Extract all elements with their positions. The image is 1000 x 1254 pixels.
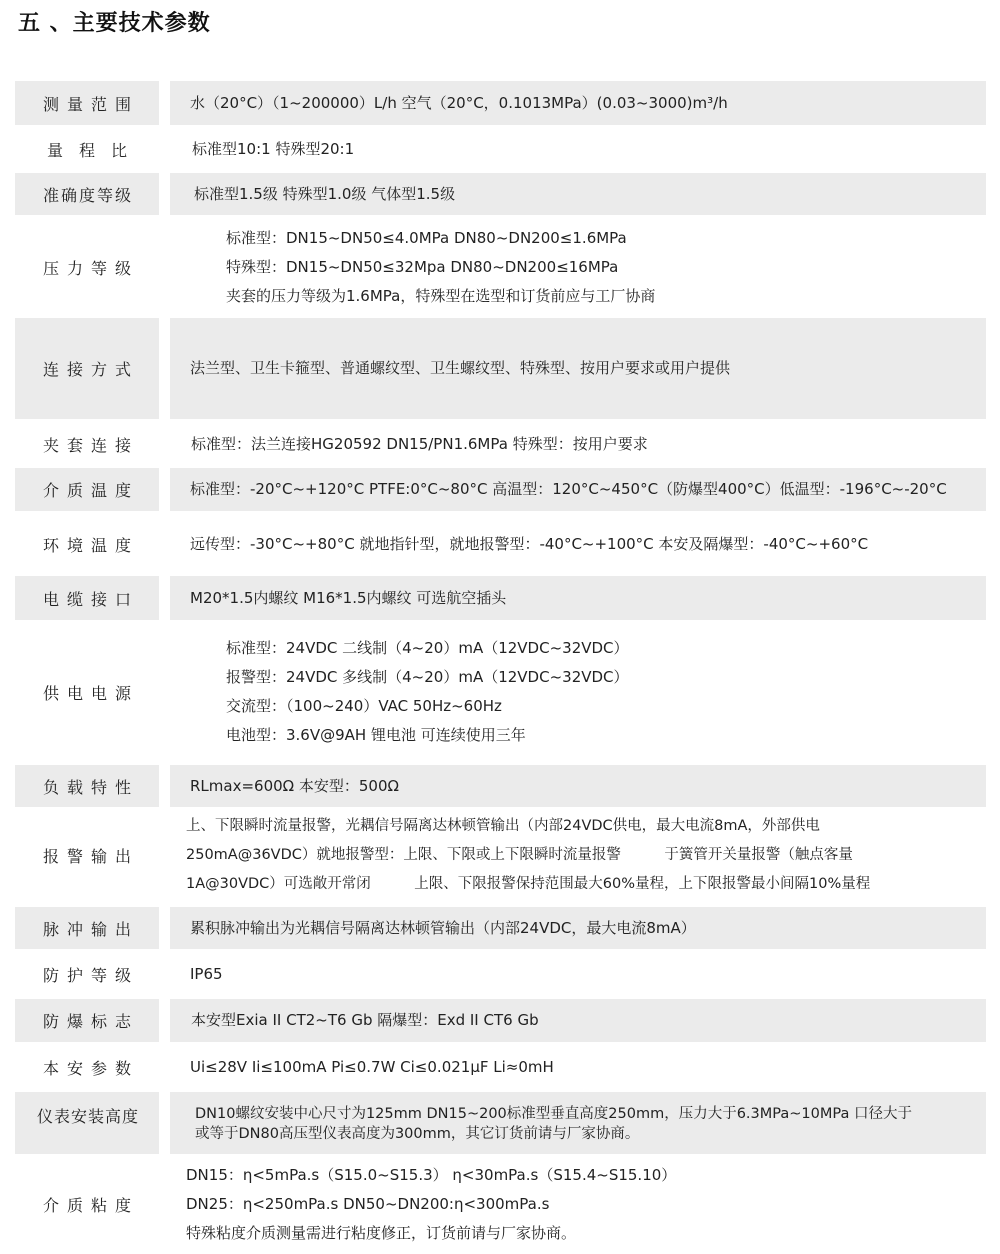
param-row-range-ratio bbox=[15, 128, 986, 170]
param-row-protection bbox=[15, 953, 986, 995]
row-value bbox=[170, 173, 986, 215]
row-label: 电缆接口 bbox=[15, 576, 159, 620]
row-label: 介质粘度 bbox=[42, 1195, 139, 1215]
param-row-power bbox=[15, 623, 986, 761]
row-value bbox=[170, 128, 986, 170]
row-label: 量 程 比 bbox=[46, 140, 127, 160]
value-line: Ui≤28V Ii≤100mA Pi≤0.7W Ci≤0.021μF Li≈0mH bbox=[190, 1057, 554, 1076]
row-value bbox=[170, 468, 986, 511]
row-label: 仪表安装高度 bbox=[15, 1092, 159, 1154]
row-value bbox=[170, 515, 986, 573]
value-line: 标准型10:1 特殊型20:1 bbox=[192, 139, 355, 158]
value-line: 1A@30VDC）可选敞开常闭 上限、下限报警保持范围最大60%量程，上下限报警最小间隔10%量程 bbox=[186, 876, 871, 892]
param-row-connection bbox=[15, 318, 986, 419]
row-value bbox=[170, 1092, 986, 1154]
row-label: 夹套连接 bbox=[42, 435, 139, 455]
row-value bbox=[170, 1046, 986, 1088]
param-row-viscosity bbox=[15, 1158, 986, 1250]
param-row-accuracy bbox=[15, 173, 986, 215]
row-label: 环境温度 bbox=[42, 535, 139, 555]
param-row-measure-range bbox=[15, 81, 986, 125]
value-line: 电池型：3.6V@9AH 锂电池 可连续使用三年 bbox=[226, 726, 526, 744]
value-line: DN15：η<5mPa.s（S15.0~S15.3） η<30mPa.s（S15.4~S15.10） bbox=[186, 1165, 677, 1184]
row-value bbox=[170, 953, 986, 995]
value-line: RLmax=600Ω 本安型：500Ω bbox=[190, 776, 399, 795]
param-row-install-height bbox=[15, 1092, 986, 1154]
value-line: 标准型：法兰连接HG20592 DN15/PN1.6MPa 特殊型：按用户要求 bbox=[191, 434, 648, 453]
row-value bbox=[170, 907, 986, 949]
value-line: DN25：η<250mPa.s DN50~DN200:η<300mPa.s bbox=[186, 1194, 550, 1213]
row-label: 供电电源 bbox=[42, 683, 139, 703]
row-label: 脉冲输出 bbox=[15, 907, 159, 949]
row-label: 本安参数 bbox=[42, 1058, 139, 1078]
value-line: M20*1.5内螺纹 M16*1.5内螺纹 可选航空插头 bbox=[190, 588, 507, 607]
value-line: 标准型：24VDC 二线制（4~20）mA（12VDC~32VDC） bbox=[226, 639, 629, 657]
value-line: 特殊粘度介质测量需进行粘度修正，订货前请与厂家协商。 bbox=[186, 1223, 577, 1242]
value-line: 远传型：-30°C~+80°C 就地指针型，就地报警型：-40°C~+100°C 本安及隔爆型：-40°C~+60°C bbox=[190, 534, 869, 553]
value-line: 标准型1.5级 特殊型1.0级 气体型1.5级 bbox=[194, 184, 456, 203]
row-label: 测量范围 bbox=[15, 81, 159, 125]
value-line: 本安型Exia II CT2~T6 Gb 隔爆型：Exd II CT6 Gb bbox=[191, 1011, 539, 1029]
row-value bbox=[170, 999, 986, 1042]
section-title: 五 、主要技术参数 bbox=[18, 11, 211, 36]
value-line: IP65 bbox=[190, 964, 223, 983]
row-value bbox=[170, 623, 986, 761]
value-line: 水（20°C）（1~200000）L/h 空气（20°C，0.1013MPa）(0.03~3000)m³/h bbox=[190, 93, 728, 112]
param-row-alarm bbox=[15, 808, 986, 903]
row-value bbox=[170, 219, 986, 315]
value-line: 法兰型、卫生卡箍型、普通螺纹型、卫生螺纹型、特殊型、按用户要求或用户提供 bbox=[190, 359, 731, 377]
value-line: 上、下限瞬时流量报警，光耦信号隔离达林顿管输出（内部24VDC供电，最大电流8mA，外部供电 bbox=[186, 818, 820, 834]
value-line: 标准型：DN15~DN50≤4.0MPa DN80~DN200≤1.6MPa bbox=[226, 228, 627, 247]
value-line: 夹套的压力等级为1.6MPa，特殊型在选型和订货前应与工厂协商 bbox=[226, 286, 656, 305]
value-line: 交流型：（100~240）VAC 50Hz~60Hz bbox=[226, 697, 502, 715]
value-line: 标准型：-20°C~+120°C PTFE:0°C~80°C 高温型：120°C~450°C（防爆型400°C）低温型：-196°C~-20°C bbox=[190, 480, 947, 498]
row-label: 介质温度 bbox=[15, 468, 159, 511]
row-label: 压力等级 bbox=[42, 258, 139, 278]
param-row-ambient-temp bbox=[15, 515, 986, 573]
row-label: 防护等级 bbox=[42, 965, 139, 985]
param-row-jacket bbox=[15, 423, 986, 465]
row-value bbox=[170, 765, 986, 807]
row-value bbox=[170, 81, 986, 125]
row-label: 报警输出 bbox=[42, 847, 139, 866]
param-row-medium-temp bbox=[15, 468, 986, 511]
row-label: 负载特性 bbox=[15, 765, 159, 807]
param-row-intrinsic bbox=[15, 1046, 986, 1088]
row-value bbox=[170, 1158, 986, 1250]
param-row-load bbox=[15, 765, 986, 807]
value-line: 累积脉冲输出为光耦信号隔离达林顿管输出（内部24VDC，最大电流8mA） bbox=[190, 918, 696, 937]
value-line: 或等于DN80高压型仪表高度为300mm，其它订货前请与厂家协商。 bbox=[195, 1126, 640, 1142]
value-line: DN10螺纹安装中心尺寸为125mm DN15~200标准型垂直高度250mm，压力大于6.3MPa~10MPa 口径大于 bbox=[195, 1106, 912, 1122]
param-row-cable bbox=[15, 576, 986, 620]
param-row-pressure bbox=[15, 219, 986, 315]
param-row-explosion-mark bbox=[15, 999, 986, 1042]
value-line: 特殊型：DN15~DN50≤32Mpa DN80~DN200≤16MPa bbox=[226, 257, 619, 276]
row-value bbox=[170, 576, 986, 620]
row-value bbox=[170, 808, 986, 903]
value-line: 250mA@36VDC）就地报警型：上限、下限或上下限瞬时流量报警 于簧管开关量报警（触点客量 bbox=[186, 847, 853, 863]
row-value bbox=[170, 423, 986, 465]
row-value bbox=[170, 318, 986, 419]
row-label: 防爆标志 bbox=[15, 999, 159, 1042]
row-label: 准确度等级 bbox=[15, 173, 159, 215]
value-line: 报警型：24VDC 多线制（4~20）mA（12VDC~32VDC） bbox=[226, 668, 629, 686]
row-label: 连接方式 bbox=[15, 318, 159, 419]
param-row-pulse bbox=[15, 907, 986, 949]
